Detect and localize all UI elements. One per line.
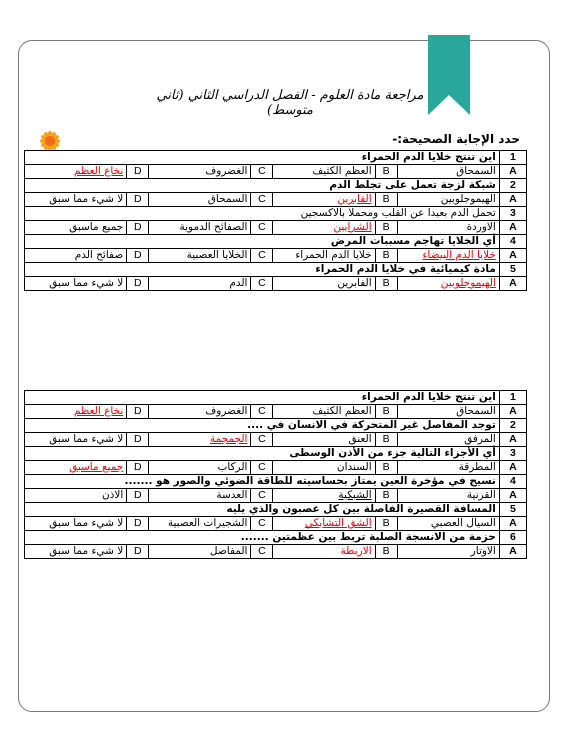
option-text: القرنية (466, 489, 496, 501)
question-text: اين تنتج خلايا الدم الحمراء (25, 391, 500, 405)
options-row (25, 249, 527, 263)
option-cell (273, 277, 375, 291)
question-number: 2 (499, 419, 526, 433)
option-cell (397, 461, 499, 475)
option-cell (273, 193, 375, 207)
option-letter: C (251, 193, 273, 207)
correct-answer: الشق التشابكي (304, 517, 372, 529)
question-text: أي الخلايا تهاجم مسببات المرض (25, 235, 500, 249)
question-row (25, 151, 527, 165)
question-row (25, 207, 527, 221)
option-letter: C (251, 433, 273, 447)
option-letter: B (375, 517, 397, 531)
option-cell (149, 461, 251, 475)
option-letter: D (127, 221, 149, 235)
option-cell (273, 545, 375, 559)
correct-answer: جميع ماسبق (69, 461, 124, 473)
question-number: 5 (499, 503, 526, 517)
option-letter: A (499, 249, 526, 263)
option-cell (25, 489, 127, 503)
question-row (25, 263, 527, 277)
options-row (25, 277, 527, 291)
instruction-text: حدد الإجابة الصحيحة:- (392, 132, 520, 146)
option-letter: B (375, 165, 397, 179)
option-letter: B (375, 249, 397, 263)
question-row (25, 391, 527, 405)
option-text: لا شيء مما سبق (49, 193, 124, 205)
option-text: الاربطة (340, 545, 372, 557)
option-text: السمحاق (207, 193, 248, 205)
option-cell (25, 193, 127, 207)
option-text: لا شيء مما سبق (49, 545, 124, 557)
question-row (25, 531, 527, 545)
question-text: تحمل الدم بعيدا عن القلب ومحملا بالاكسجين (25, 207, 500, 221)
option-text: جميع ماسبق (69, 221, 124, 233)
option-text: لا شيء مما سبق (49, 433, 124, 445)
option-letter: C (251, 405, 273, 419)
option-cell (25, 545, 127, 559)
option-text: المطرقة (458, 461, 496, 473)
option-cell (397, 221, 499, 235)
option-letter: A (499, 221, 526, 235)
option-cell (273, 221, 375, 235)
option-text: لا شيء مما سبق (49, 517, 124, 529)
option-cell (149, 221, 251, 235)
option-cell (273, 517, 375, 531)
option-cell (25, 249, 127, 263)
option-letter: B (375, 433, 397, 447)
option-cell (273, 405, 375, 419)
correct-answer: الفابرين (337, 193, 372, 205)
option-letter: D (127, 249, 149, 263)
option-letter: A (499, 405, 526, 419)
option-text: الدم (229, 277, 248, 289)
option-letter: C (251, 249, 273, 263)
option-cell (149, 545, 251, 559)
option-cell (149, 517, 251, 531)
option-letter: D (127, 461, 149, 475)
option-cell (397, 277, 499, 291)
option-text: الخلايا العصبية (186, 249, 248, 261)
question-text: المسافة القصيرة الفاصلة بين كل عصبون والذي يليه (25, 503, 500, 517)
question-number: 1 (499, 151, 526, 165)
question-table (24, 150, 527, 291)
option-letter: A (499, 433, 526, 447)
question-table (24, 390, 527, 559)
option-cell (397, 249, 499, 263)
option-letter: C (251, 517, 273, 531)
question-number: 1 (499, 391, 526, 405)
option-cell (273, 433, 375, 447)
option-letter: B (375, 489, 397, 503)
option-text: الشجيرات العصبية (167, 517, 248, 529)
option-cell (149, 489, 251, 503)
option-letter: C (251, 461, 273, 475)
option-cell (149, 433, 251, 447)
option-text: الفابرين (337, 277, 372, 289)
option-cell (149, 165, 251, 179)
option-letter: D (127, 193, 149, 207)
correct-answer: خلايا الدم البيضاء (422, 249, 496, 261)
option-cell (25, 461, 127, 475)
option-cell (273, 165, 375, 179)
question-row (25, 179, 527, 193)
question-text: أي الأجزاء التالية جزء من الأذن الوسطى (25, 447, 500, 461)
option-cell (25, 433, 127, 447)
question-number: 3 (499, 207, 526, 221)
question-row (25, 447, 527, 461)
option-cell (397, 489, 499, 503)
option-cell (397, 517, 499, 531)
question-text: نسيج في مؤخرة العين يمتاز بحساسيته للطاقة الضوئي والصور هو ....... (25, 475, 500, 489)
question-number: 4 (499, 475, 526, 489)
option-letter: D (127, 277, 149, 291)
options-row (25, 489, 527, 503)
option-letter: B (375, 545, 397, 559)
option-letter: A (499, 165, 526, 179)
question-row (25, 503, 527, 517)
option-letter: B (375, 221, 397, 235)
correct-answer: نخاع العظم (73, 405, 124, 417)
option-letter: D (127, 433, 149, 447)
option-cell (25, 277, 127, 291)
option-text: العظم الكثيف (312, 405, 372, 417)
option-cell (149, 249, 251, 263)
option-text: الغضروف (205, 405, 248, 417)
option-text: الصفائح الدموية (179, 221, 248, 233)
question-text: شبكة لزجة تعمل على تجلط الدم (25, 179, 500, 193)
option-cell (397, 433, 499, 447)
option-text: العنق (348, 433, 372, 445)
option-text: الاوردة (466, 221, 496, 233)
option-letter: D (127, 165, 149, 179)
quiz-section-1 (24, 150, 527, 291)
option-cell (397, 405, 499, 419)
option-text: المرفق (464, 433, 496, 445)
question-number: 5 (499, 263, 526, 277)
option-cell (149, 405, 251, 419)
option-text: الهيموجلوبين (440, 193, 496, 205)
question-text: اين تنتج خلايا الدم الحمراء (25, 151, 500, 165)
option-text: العظم الكثيف (312, 165, 372, 177)
option-cell (149, 277, 251, 291)
option-letter: A (499, 489, 526, 503)
option-letter: D (127, 405, 149, 419)
option-cell (397, 193, 499, 207)
correct-answer: الشرايين (333, 221, 372, 233)
option-letter: D (127, 489, 149, 503)
question-number: 6 (499, 531, 526, 545)
option-text: الركاب (217, 461, 248, 473)
option-letter: B (375, 193, 397, 207)
option-text: صفائح الدم (74, 249, 124, 261)
option-text: المفاصل (209, 545, 248, 557)
question-text: مادة كيميائية في خلايا الدم الحمراء (25, 263, 500, 277)
options-row (25, 433, 527, 447)
option-letter: A (499, 517, 526, 531)
option-letter: A (499, 461, 526, 475)
options-row (25, 193, 527, 207)
question-number: 4 (499, 235, 526, 249)
quiz-section-2 (24, 390, 527, 559)
options-row (25, 405, 527, 419)
question-row (25, 419, 527, 433)
option-cell (273, 489, 375, 503)
question-text: حزمة من الانسجة الصلبة تربط بين عظمتين ....... (25, 531, 500, 545)
option-text: خلايا الدم الحمراء (295, 249, 372, 261)
question-number: 3 (499, 447, 526, 461)
correct-answer: الهيموجلوبين (440, 277, 496, 289)
option-letter: C (251, 277, 273, 291)
option-text: الاذن (101, 489, 124, 501)
correct-answer: الجمجمة (210, 433, 248, 445)
option-text: السندان (336, 461, 372, 473)
option-text: العدسة (216, 489, 248, 501)
option-letter: A (499, 193, 526, 207)
question-number: 2 (499, 179, 526, 193)
question-row (25, 475, 527, 489)
options-row (25, 221, 527, 235)
option-letter: C (251, 489, 273, 503)
option-text: السمحاق (456, 165, 496, 177)
options-row (25, 545, 527, 559)
option-letter: A (499, 277, 526, 291)
option-letter: C (251, 545, 273, 559)
options-row (25, 461, 527, 475)
option-text: الشبكية (338, 489, 372, 501)
option-cell (25, 517, 127, 531)
option-cell (273, 249, 375, 263)
option-letter: B (375, 461, 397, 475)
correct-answer: نخاع العظم (73, 165, 124, 177)
option-cell (397, 545, 499, 559)
option-text: الغضروف (205, 165, 248, 177)
option-cell (149, 193, 251, 207)
option-cell (25, 405, 127, 419)
option-cell (25, 165, 127, 179)
options-row (25, 517, 527, 531)
option-letter: B (375, 277, 397, 291)
question-text: توجد المفاصل غير المتحركة في الانسان في .... (25, 419, 500, 433)
option-letter: D (127, 517, 149, 531)
option-text: الاوتار (470, 545, 496, 557)
option-cell (273, 461, 375, 475)
option-letter: A (499, 545, 526, 559)
option-letter: B (375, 405, 397, 419)
option-text: السمحاق (456, 405, 496, 417)
option-cell (25, 221, 127, 235)
page-title: مراجعة مادة العلوم - الفصل الدراسي الثاني (ثاني متوسط) (156, 88, 424, 118)
option-letter: C (251, 221, 273, 235)
options-row (25, 165, 527, 179)
option-text: لا شيء مما سبق (49, 277, 124, 289)
option-letter: C (251, 165, 273, 179)
question-row (25, 235, 527, 249)
option-letter: D (127, 545, 149, 559)
option-text: السيال العصبي (430, 517, 496, 529)
option-cell (397, 165, 499, 179)
